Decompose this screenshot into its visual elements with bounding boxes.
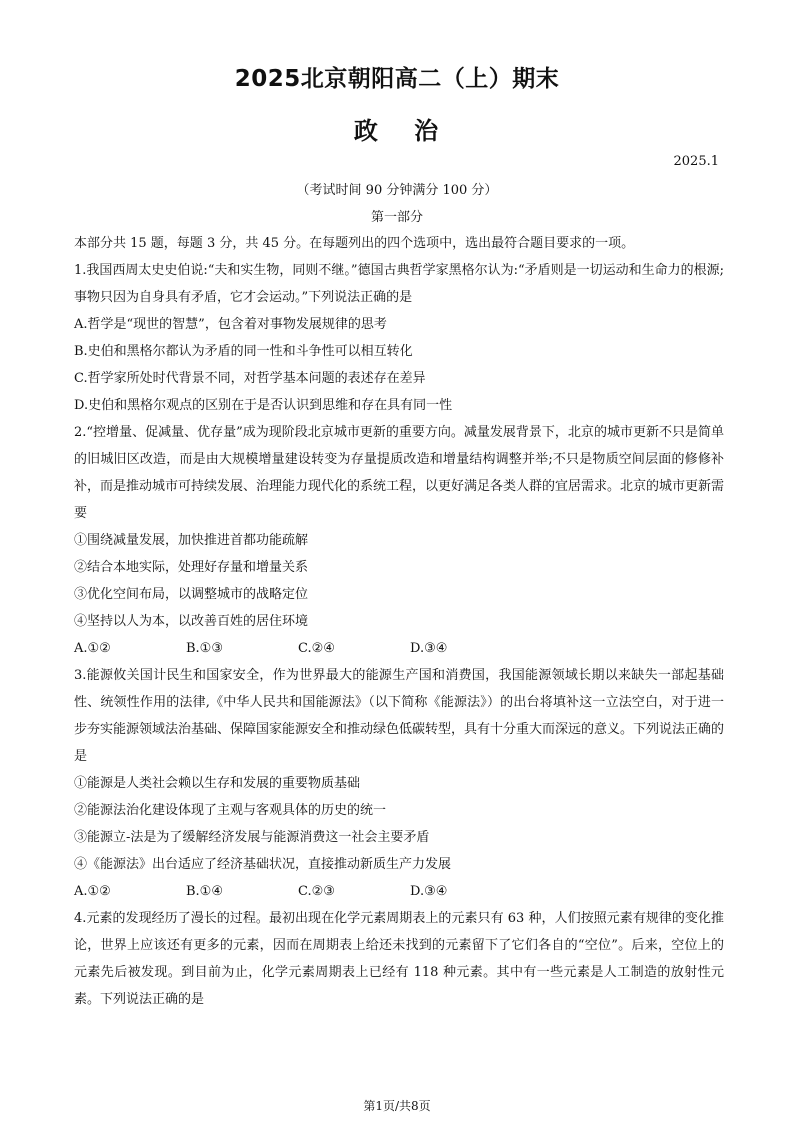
page-footer: 第1页/共8页 — [363, 1099, 431, 1113]
statement-2: ②结合本地实际，处理好存量和增量关系 — [74, 560, 309, 575]
instructions: 本部分共 15 题，每题 3 分，共 45 分。在每题列出的四个选项中，选出最符合题目要求的一项。 — [74, 236, 635, 251]
option-b: B.史伯和黑格尔都认为矛盾的同一性和斗争性可以相互转化 — [74, 344, 413, 359]
option-c: C.②④ — [298, 641, 335, 656]
question-1 — [74, 257, 724, 419]
option-c: C.哲学家所处时代背景不同，对哲学基本问题的表述存在差异 — [74, 371, 426, 386]
document-title: 2025北京朝阳高二（上）期末 — [234, 66, 560, 92]
statement-4: ④《能源法》出台适应了经济基础状况，直接推动新质生产力发展 — [74, 857, 452, 872]
option-d: D.③④ — [410, 641, 448, 656]
option-a: A.哲学是“现世的智慧”，包含着对事物发展规律的思考 — [74, 317, 387, 332]
answer-options — [74, 635, 724, 662]
option-b: B.①④ — [186, 884, 223, 899]
statement-1: ①能源是人类社会赖以生存和发展的重要物质基础 — [74, 776, 361, 791]
part-heading: 第一部分 — [370, 210, 423, 225]
question-3 — [74, 662, 724, 905]
question-stem: 4.元素的发现经历了漫长的过程。最初出现在化学元素周期表上的元素只有 63 种，人们按照元素有规律的变化推论，世界上应该还有更多的元素，因而在周期表上给还未找到的元素留下了它们各自的“空位”。后来，空位上的元素先后被发现。到目前为止，化学元素周期表上已经有 118 种元素。其中有一些元素是人工制造的放射性元素。下列说法正确的是 — [74, 911, 724, 1007]
statement-1: ①围绕减量发展，加快推进首都功能疏解 — [74, 533, 309, 548]
question-stem: 2.“控增量、促减量、优存量”成为现阶段北京城市更新的重要方向。减量发展背景下，北京的城市更新不只是简单的旧城旧区改造，而是由大规模增量建设转变为存量提质改造和增量结构调整并举;不只是物质空间层面的修修补补，而是推动城市可持续发展、治理能力现代化的系统工程，以更好满足各类人群的宜居需求。北京的城市更新需要 — [74, 425, 725, 521]
option-b: B.①③ — [186, 641, 223, 656]
option-d: D.③④ — [410, 884, 448, 899]
exam-date: 2025.1 — [673, 154, 719, 169]
statement-3: ③优化空间布局，以调整城市的战略定位 — [74, 587, 309, 602]
statement-3: ③能源立-法是为了缓解经济发展与能源消费这一社会主要矛盾 — [74, 830, 430, 845]
option-a: A.①② — [74, 884, 111, 899]
statement-4: ④坚持以人为本，以改善百姓的居住环境 — [74, 614, 309, 629]
question-2 — [74, 419, 724, 662]
answer-options — [74, 878, 724, 905]
option-d: D.史伯和黑格尔观点的区别在于是否认识到思维和存在具有同一性 — [74, 398, 453, 413]
questions-section — [74, 230, 724, 1013]
statement-2: ②能源法治化建设体现了主观与客观具体的历史的统一 — [74, 803, 387, 818]
option-c: C.②③ — [298, 884, 335, 899]
subject-title: 政 治 — [353, 117, 441, 145]
question-stem: 3.能源攸关国计民生和国家安全，作为世界最大的能源生产国和消费国，我国能源领域长期以来缺失一部起基础性、统领性作用的法律,《中华人民共和国能源法》（以下简称《能源法》）的出台将填补这一立法空白，对于进一步夯实能源领域法治基础、保障国家能源安全和推动绿色低碳转型，具有十分重大而深远的意义。下列说法正确的是 — [74, 668, 725, 764]
exam-info: （考试时间 90 分钟满分 100 分） — [296, 183, 498, 198]
option-a: A.①② — [74, 641, 111, 656]
question-stem: 1.我国西周太史史伯说:“夫和实生物，同则不继。”德国古典哲学家黑格尔认为:“矛盾则是一切运动和生命力的根源;事物只因为自身具有矛盾，它才会运动。”下列说法正确的是 — [74, 263, 724, 305]
question-4 — [74, 905, 724, 1013]
